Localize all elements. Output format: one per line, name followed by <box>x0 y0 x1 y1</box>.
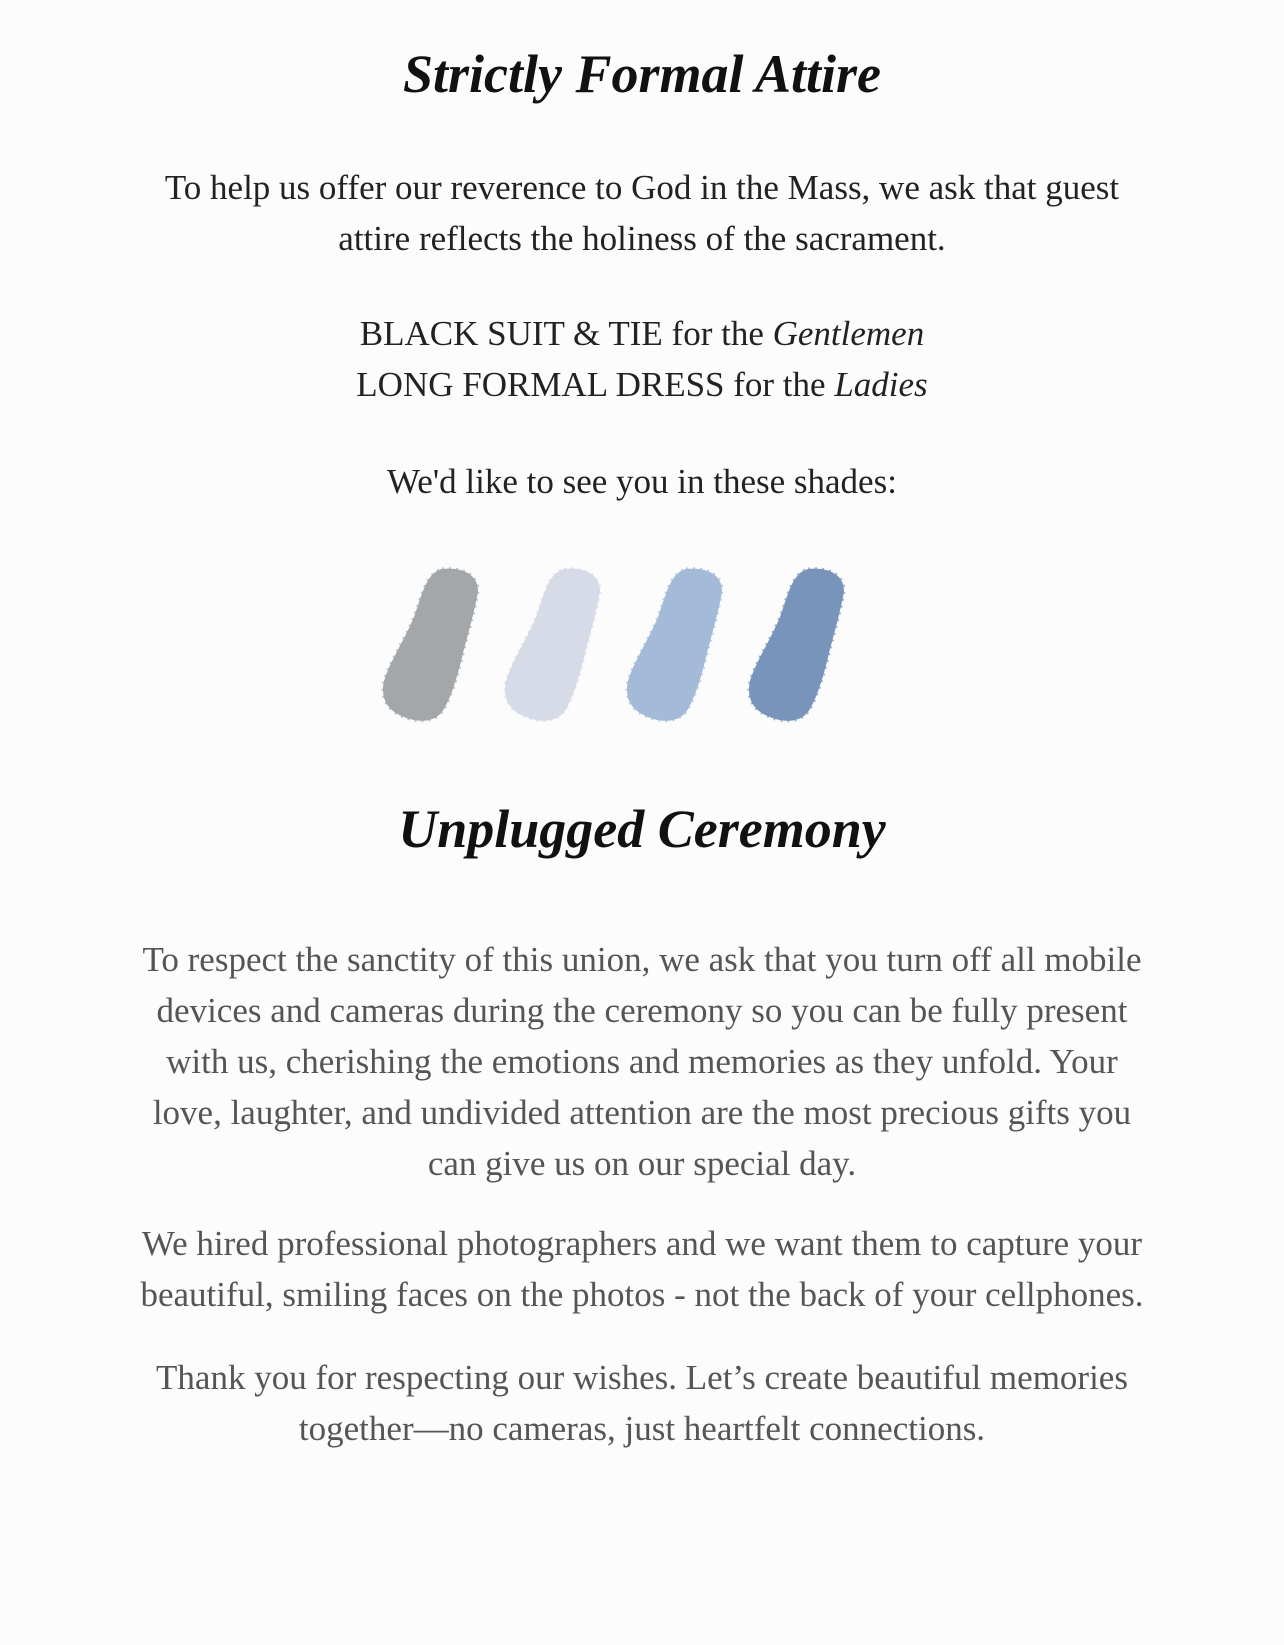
swatch-grey <box>383 569 478 721</box>
attire-intro-line: To help us offer our reverence to God in the Mass, we ask that guest <box>164 168 1120 207</box>
ladies-label: Ladies <box>834 365 928 404</box>
unplugged-title: Unplugged Ceremony <box>398 799 886 859</box>
color-swatches <box>380 565 900 765</box>
ladies-dress-code-text: LONG FORMAL DRESS for the <box>356 365 835 404</box>
paragraph-line: beautiful, smiling faces on the photos - not the back of your cellphones. <box>140 1275 1144 1314</box>
paragraph-line: with us, cherishing the emotions and memories as they unfold. Your <box>166 1042 1118 1081</box>
paragraph-line: Thank you for respecting our wishes. Let’s create beautiful memories <box>156 1358 1128 1397</box>
swatch-light-blue-grey <box>505 569 600 721</box>
unplugged-paragraph-2 <box>60 1218 1224 1320</box>
attire-title: Strictly Formal Attire <box>402 44 882 104</box>
paragraph-line: love, laughter, and undivided attention are the most precious gifts you <box>152 1093 1132 1132</box>
gentlemen-label: Gentlemen <box>772 314 925 353</box>
shades-intro: We'd like to see you in these shades: <box>387 462 897 501</box>
attire-intro-line: attire reflects the holiness of the sacrament. <box>338 219 946 258</box>
paragraph-line: devices and cameras during the ceremony so you can be fully present <box>156 991 1128 1030</box>
gentlemen-dress-code <box>60 308 1224 359</box>
swatch-powder-blue <box>627 569 722 721</box>
unplugged-paragraph-1 <box>60 934 1224 1189</box>
paragraph-line: together—no cameras, just heartfelt connections. <box>298 1409 986 1448</box>
gentlemen-dress-code-text: BLACK SUIT & TIE for the <box>359 314 773 353</box>
dress-code <box>60 308 1224 410</box>
ladies-dress-code <box>60 359 1224 410</box>
paragraph-line: To respect the sanctity of this union, we ask that you turn off all mobile <box>142 940 1142 979</box>
paragraph-line: We hired professional photographers and we want them to capture your <box>141 1224 1143 1263</box>
paragraph-line: can give us on our special day. <box>427 1144 857 1183</box>
swatch-slate-blue <box>749 569 844 721</box>
attire-intro <box>60 162 1224 264</box>
unplugged-paragraph-3 <box>60 1352 1224 1454</box>
